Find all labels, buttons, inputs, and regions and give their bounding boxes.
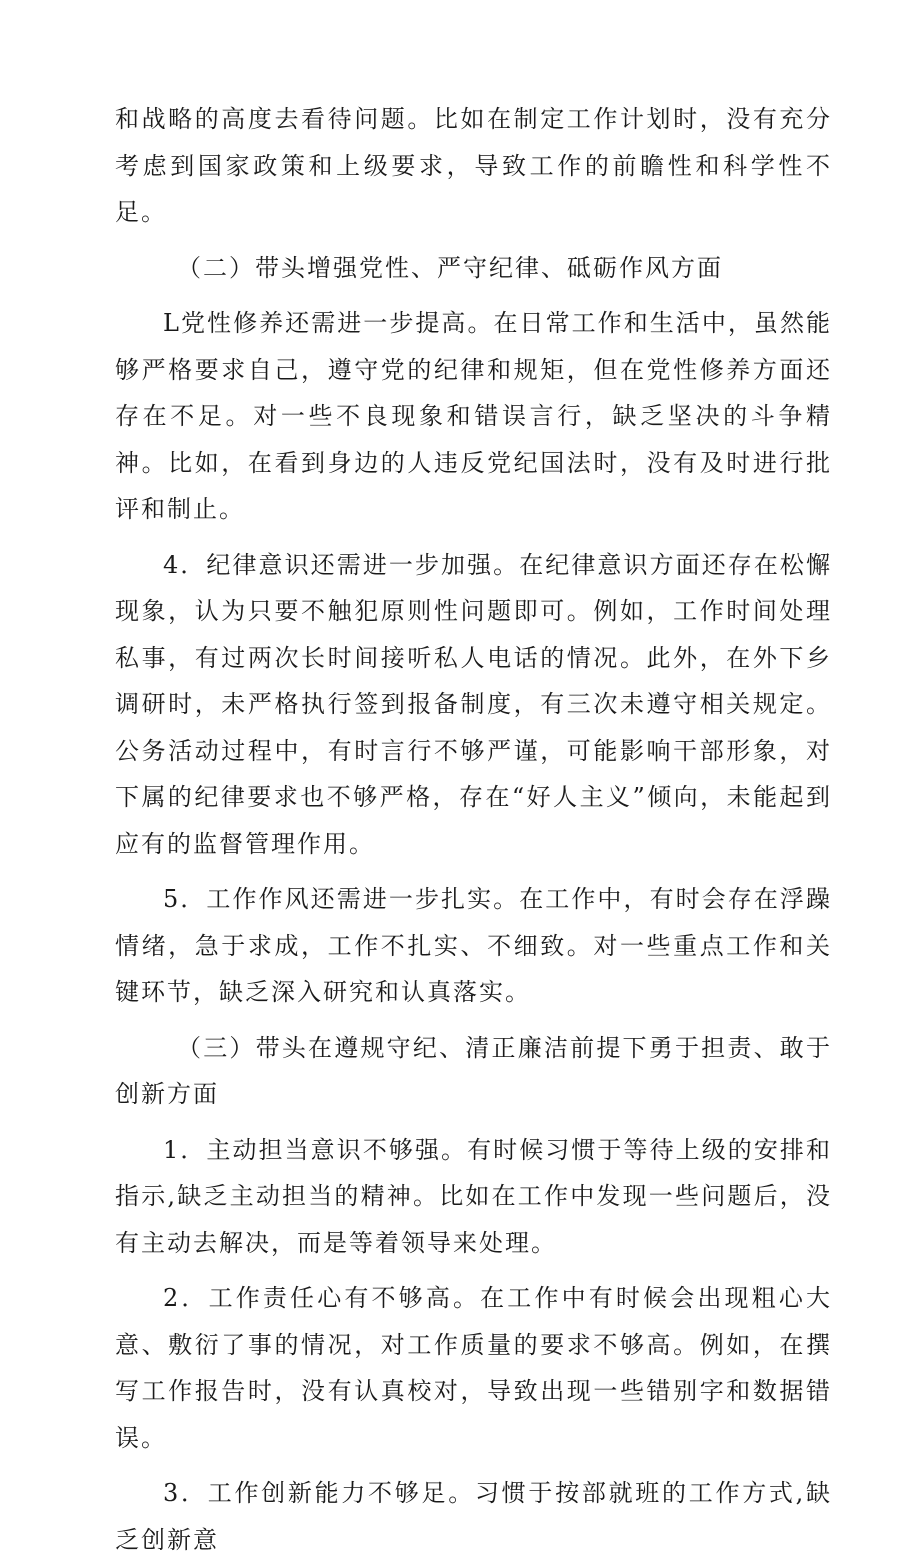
paragraph-discipline: 4．纪律意识还需进一步加强。在纪律意识方面还存在松懈现象，认为只要不触犯原则性问题即可。例如，工作时间处理私事，有过两次长时间接听私人电话的情况。此外，在外下乡调研时，未严格执行签到报备制度，有三次未遵守相关规定。公务活动过程中，有时言行不够严谨，可能影响干部形象，对下属的纪律要求也不够严格，存在“好人主义”倾向，未能起到应有的监督管理作用。 [115,550,832,858]
paragraph-work-style: 5．工作作风还需进一步扎实。在工作中，有时会存在浮躁情绪，急于求成，工作不扎实、不细致。对一些重点工作和关键环节，缺乏深入研究和认真落实。 [115,885,832,1006]
section-heading-3: （三）带头在遵规守纪、清正廉洁前提下勇于担责、敢于创新方面 [115,1033,832,1108]
paragraph-responsibility-awareness: 1．主动担当意识不够强。有时候习惯于等待上级的安排和指示,缺乏主动担当的精神。比如在工作中发现一些问题后，没有主动去解决，而是等着领导来处理。 [115,1135,832,1257]
section-heading-2: （二）带头增强党性、严守纪律、砥砺作风方面 [177,253,723,282]
paragraph-work-responsibility: 2．工作责任心有不够高。在工作中有时候会出现粗心大意、敷衍了事的情况，对工作质量的要求不够高。例如，在撰写工作报告时，没有认真校对，导致出现一些错别字和数据错误。 [115,1284,832,1452]
paragraph-continuation: 和战略的高度去看待问题。比如在制定工作计划时，没有充分考虑到国家政策和上级要求，导致工作的前瞻性和科学性不足。 [115,105,832,226]
paragraph-innovation: 3．工作创新能力不够足。习惯于按部就班的工作方式,缺乏创新意 [115,1479,832,1554]
paragraph-party-spirit: L党性修养还需进一步提高。在日常工作和生活中，虽然能够严格要求自己，遵守党的纪律和规矩，但在党性修养方面还存在不足。对一些不良现象和错误言行，缺乏坚决的斗争精神。比如，在看到身边的人违反党纪国法时，没有及时进行批评和制止。 [115,309,832,523]
